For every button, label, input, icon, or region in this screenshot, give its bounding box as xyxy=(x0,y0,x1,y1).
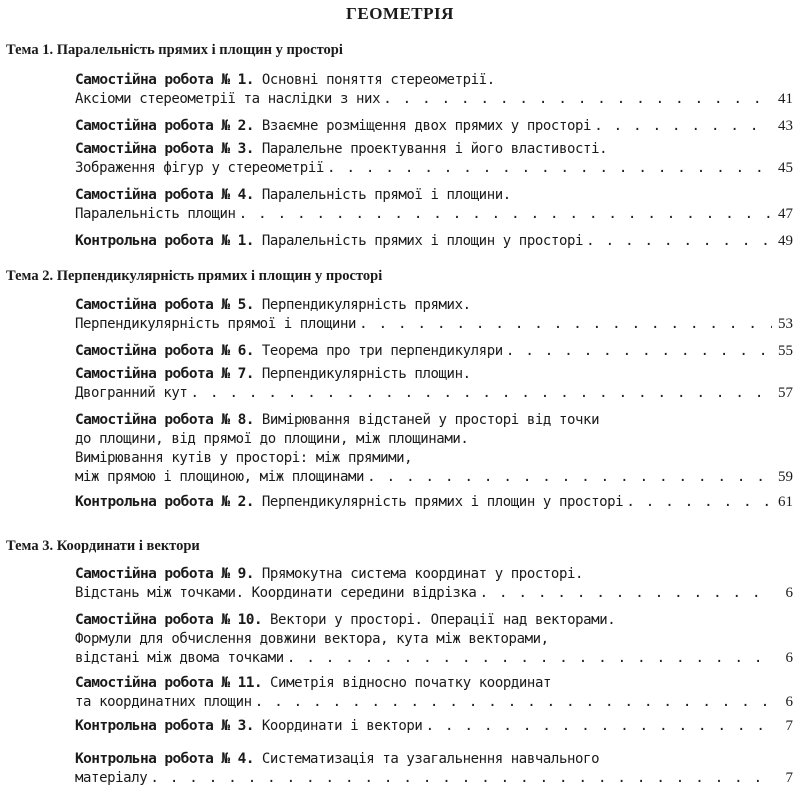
entry-kind: Контрольна робота № 2. xyxy=(75,494,254,510)
entry-title: Теорема про три перпендикуляри xyxy=(253,343,503,359)
entry-continuation: Двогранний кут xyxy=(75,385,188,401)
dot-leader xyxy=(586,232,772,251)
dot-leader xyxy=(287,649,772,668)
toc-entry[interactable] xyxy=(75,186,793,224)
entry-kind: Самостійна робота № 3. xyxy=(75,141,254,157)
entry-kind: Самостійна робота № 4. xyxy=(75,187,254,203)
dot-leader xyxy=(594,117,772,136)
entry-title: Координати і вектори xyxy=(253,718,423,734)
entry-continuation: між прямою і площиною, між площинами xyxy=(75,469,365,485)
entry-continuation: Формули для обчислення довжини вектора, кута між векторами, xyxy=(75,631,549,647)
entry-kind: Контрольна робота № 3. xyxy=(75,718,254,734)
entry-continuation: Аксіоми стереометрії та наслідки з них xyxy=(75,91,381,107)
entry-continuation: матеріалу xyxy=(75,770,148,786)
entry-title: Паралельне проектування і його властивості. xyxy=(253,141,608,157)
page-number: 47 xyxy=(778,206,793,222)
entry-kind: Самостійна робота № 2. xyxy=(75,118,254,134)
topic-heading-3: Тема 3. Координати і вектори xyxy=(6,538,200,554)
entry-kind: Самостійна робота № 6. xyxy=(75,343,254,359)
entry-title: Систематизація та узагальнення навчального xyxy=(253,751,600,767)
entry-continuation: Відстань між точками. Координати середини відрізка xyxy=(75,585,477,601)
dot-leader xyxy=(626,493,772,512)
page-title: ГЕОМЕТРІЯ xyxy=(346,4,454,23)
toc-entry[interactable] xyxy=(75,493,793,512)
toc-entry[interactable] xyxy=(75,140,793,178)
toc-entry[interactable] xyxy=(75,71,793,109)
entry-continuation: Зображення фігур у стереометрії xyxy=(75,160,324,176)
toc-entry[interactable] xyxy=(75,365,793,403)
dot-leader xyxy=(255,693,772,712)
entry-title: Паралельність прямої і площини. xyxy=(253,187,511,203)
entry-kind: Контрольна робота № 4. xyxy=(75,751,254,767)
entry-title: Перпендикулярність прямих. xyxy=(253,297,471,313)
topic-heading-2: Тема 2. Перпендикулярність прямих і площин у просторі xyxy=(6,268,383,284)
topic-heading-1: Тема 1. Паралельність прямих і площин у просторі xyxy=(6,42,343,58)
page-number: 6 xyxy=(785,585,793,601)
entry-kind: Самостійна робота № 7. xyxy=(75,366,254,382)
entry-title: Вимірювання відстаней у просторі від точки xyxy=(253,412,600,428)
page-number: 57 xyxy=(778,385,793,401)
entry-title: Перпендикулярність площин. xyxy=(253,366,471,382)
page-number: 45 xyxy=(778,160,793,176)
toc-entry[interactable] xyxy=(75,232,793,251)
entry-title: Перпендикулярність прямих і площин у просторі xyxy=(253,494,624,510)
toc-entry[interactable] xyxy=(75,117,793,136)
dot-leader xyxy=(383,90,772,109)
entry-title: Взаємне розміщення двох прямих у просторі xyxy=(253,118,592,134)
page-number: 7 xyxy=(785,770,793,786)
toc-entry[interactable] xyxy=(75,717,793,736)
dot-leader xyxy=(425,717,772,736)
page-number: 53 xyxy=(778,316,793,332)
entry-title: Паралельність прямих і площин у просторі xyxy=(253,233,584,249)
entry-kind: Самостійна робота № 9. xyxy=(75,566,254,582)
dot-leader xyxy=(359,315,772,334)
entry-title: Прямокутна система координат у просторі. xyxy=(253,566,584,582)
page-number: 7 xyxy=(785,718,793,734)
entry-kind: Самостійна робота № 10. xyxy=(75,612,262,628)
page-number: 59 xyxy=(778,469,793,485)
dot-leader xyxy=(190,384,772,403)
page-number: 61 xyxy=(778,494,793,510)
entry-title: Основні поняття стереометрії. xyxy=(253,72,495,88)
page-number: 55 xyxy=(778,343,793,359)
dot-leader xyxy=(479,584,772,603)
entry-continuation: відстані між двома точками xyxy=(75,650,284,666)
toc-entry[interactable] xyxy=(75,565,793,603)
entry-kind: Самостійна робота № 8. xyxy=(75,412,254,428)
entry-continuation: Вимірювання кутів у просторі: між прямими, xyxy=(75,450,413,466)
entry-continuation: до площини, від прямої до площини, між площинами. xyxy=(75,431,469,447)
entry-continuation: Паралельність площин xyxy=(75,206,236,222)
entry-continuation: та координатних площин xyxy=(75,694,252,710)
page-number: 41 xyxy=(778,91,793,107)
dot-leader xyxy=(239,205,772,224)
entry-continuation: Перпендикулярність прямої і площини xyxy=(75,316,357,332)
entry-kind: Самостійна робота № 5. xyxy=(75,297,254,313)
toc-entry[interactable] xyxy=(75,750,793,788)
page-number: 6 xyxy=(785,694,793,710)
dot-leader xyxy=(506,342,772,361)
dot-leader xyxy=(150,769,772,788)
entry-title: Симетрія відносно початку координат xyxy=(261,675,552,691)
toc-entry[interactable] xyxy=(75,611,793,668)
page-number: 49 xyxy=(778,233,793,249)
toc-entry[interactable] xyxy=(75,674,793,712)
page-number: 43 xyxy=(778,118,793,134)
dot-leader xyxy=(367,468,772,487)
entry-kind: Самостійна робота № 1. xyxy=(75,72,254,88)
toc-entry[interactable] xyxy=(75,296,793,334)
entry-kind: Контрольна робота № 1. xyxy=(75,233,254,249)
toc-entry[interactable] xyxy=(75,342,793,361)
entry-title: Вектори у просторі. Операції над векторами. xyxy=(261,612,616,628)
entry-kind: Самостійна робота № 11. xyxy=(75,675,262,691)
dot-leader xyxy=(327,159,772,178)
toc-entry[interactable] xyxy=(75,411,793,487)
page-number: 6 xyxy=(785,650,793,666)
